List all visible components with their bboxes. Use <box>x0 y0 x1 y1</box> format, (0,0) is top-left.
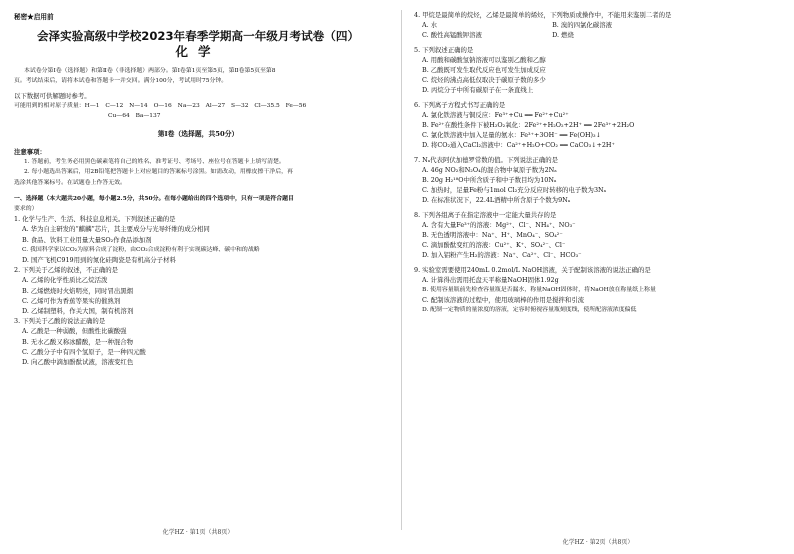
question-stem: 5. 下列叙述正确的是 <box>414 45 474 54</box>
atomic-masses-line: 可能用到的相对原子质量：H—1 C—12 N—14 O—16 Na—23 Al—27 S—32 Cl—35.5 Fe—56 <box>14 102 307 109</box>
options-ab: A. 水 B. 溴的四氯化碳溶液 <box>422 21 612 30</box>
option-b: B. 使用容量瓶前先检查容量瓶是否漏水，称量NaOH固体时，将NaOH放在称量纸上称量 <box>422 287 656 294</box>
options-cd: C. 酸性高锰酸钾溶液 D. 燃烧 <box>422 31 574 40</box>
atomic-masses-line: Cu—64 Ba—137 <box>108 113 161 120</box>
left-column <box>14 0 382 544</box>
option-c: C. 我国科学家以CO₂为原料合成了淀粉，由CO₂合成淀粉有利于实现碳达峰、碳中和的战略 <box>22 246 260 253</box>
option-a: A. 计算得出需用托盘天平称量NaOH固体1.92g <box>422 275 559 284</box>
question-stem: 2. 下列关于乙烯的叙述，不正确的是 <box>14 266 118 275</box>
option-d: D. 丙烷分子中所有碳原子在一条直线上 <box>422 86 534 95</box>
option-b: B. 无色透明溶液中：Na⁺、H⁺、MnO₄⁻、SO₄²⁻ <box>422 231 563 240</box>
note-line: 选涂其他答案标号。在试题卷上作答无效。 <box>14 179 126 186</box>
column-divider <box>401 10 402 530</box>
option-d: D. 国产飞机C919用到的氮化硅陶瓷是有机高分子材料 <box>22 256 176 265</box>
exam-title: 会泽实验高级中学校2023年春季学期高一年级月考试卷（四） <box>36 29 360 44</box>
option-b: B. 乙烯燃烧时火焰明亮，同时冒出黑烟 <box>22 286 134 295</box>
question-1 <box>14 214 382 265</box>
option-a: A. 乙烯的化学性质比乙烷活泼 <box>22 276 108 285</box>
question-9 <box>414 265 782 316</box>
option-d: D. 配制一定物质的量浓度的溶液，定容时俯视容量瓶刻度线，使所配溶液浓度偏低 <box>422 307 637 314</box>
option-d: D. 乙烯制塑料，作关大国，制有机溶剂 <box>22 307 134 316</box>
option-d: D. 在标准状况下，22.4L酒精中所含原子个数为9Nₐ <box>422 196 571 205</box>
right-column <box>414 0 782 554</box>
option-a: A. 用酸和碳酸氢钠溶液可以鉴别乙酸和乙醇 <box>422 55 546 64</box>
option-b: B. 20g H₂¹⁸O中所含质子和中子数目均为10Nₐ <box>422 176 557 185</box>
question-6 <box>414 100 782 151</box>
question-stem: 9. 实验室需要使用240mL 0.2mol/L NaOH溶液，关于配制该溶液的说法正确的是 <box>414 265 651 274</box>
question-stem: 6. 下列离子方程式书写正确的是 <box>414 100 506 109</box>
question-stem: 7. Nₐ代表阿伏加德罗常数的值。下列说法正确的是 <box>414 155 558 164</box>
option-a: A. 氯化铁溶液与铜反应：Fe³⁺+Cu ══ Fe²⁺+Cu²⁺ <box>422 110 569 119</box>
page-footer: 化学HZ · 第2页（共8页） <box>562 539 634 546</box>
question-2 <box>14 265 382 316</box>
option-b: B. Fe²⁺在酸性条件下被H₂O₂氧化：2Fe²⁺+H₂O₂+2H⁺ ══ 2Fe³⁺+2H₂O <box>422 121 635 130</box>
option-a: A. 乙酸是一种弱酸，但酸性比碳酸强 <box>22 327 127 336</box>
confidential-tag: 秘密★启用前 <box>14 13 54 21</box>
question-stem: 3. 下列关于乙酸的说法正确的是 <box>14 317 106 326</box>
page-footer: 化学HZ · 第1页（共8页） <box>162 529 234 536</box>
option-b: B. 无水乙酸又称冰醋酸，是一种混合物 <box>22 337 134 346</box>
option-c: C. 乙烯可作为香蕉等果实的催熟剂 <box>22 296 121 305</box>
question-5 <box>414 45 782 96</box>
question-8 <box>414 210 782 261</box>
note-line: 2. 每小题选出答案后，用2B铅笔把答题卡上对应题目的答案标号涂黑。如需改动，用橡皮擦干净后，再 <box>24 169 293 176</box>
question-7 <box>414 155 782 206</box>
option-b: B. 乙酸既可发生取代反应也可发生加成反应 <box>422 66 546 75</box>
option-d: D. 加入铝粉产生H₂的溶液：Na⁺、Ca²⁺、Cl⁻、HCO₃⁻ <box>422 251 582 260</box>
exam-subject: 化学 <box>175 44 221 60</box>
section-title: 第Ⅰ卷（选择题，共50分） <box>157 130 239 139</box>
option-b: B. 食品、饮料工业用量大量SO₂作食品添加剂 <box>22 235 152 244</box>
option-d: D. 将CO₂通入CaCl₂溶液中：Ca²⁺+H₂O+CO₂ ══ CaCO₃↓+2H⁺ <box>422 141 615 150</box>
part-heading: 一、选择题（本大题共20小题，每小题2.5分，共50分。在每小题给出的四个选项中，只有一项是符合题目 <box>14 194 294 202</box>
atomic-intro: 以下数据可供解题时参考。 <box>14 91 91 100</box>
intro-line: 本试卷分第Ⅰ卷（选择题）和第Ⅱ卷（非选择题）两部分。第Ⅰ卷第1页至第5页，第Ⅱ卷第5页至第8 <box>24 68 276 75</box>
notes-title: 注意事项： <box>14 148 46 157</box>
option-a: A. 46g NO₂和N₂O₄的混合物中氧原子数为2Nₐ <box>422 165 557 174</box>
question-stem: 4. 甲烷是最简单的烷烃，乙烯是最简单的烯烃，下列物质或操作中，不能用来鉴别二者的是 <box>414 11 672 19</box>
question-3 <box>14 316 382 367</box>
part-heading-cont: 要求的） <box>14 206 38 213</box>
intro-line: 页。考试结束后，请将本试卷和答题卡一并交回。满分100分，考试用时75分钟。 <box>14 78 228 85</box>
option-a: A. 含有大量Fe³⁺的溶液：Mg²⁺、Cl⁻、NH₄⁺、NO₃⁻ <box>422 220 576 229</box>
option-a: A. 华为自主研发的“麒麟”芯片，其主要成分与光导纤维的成分相同 <box>22 225 210 234</box>
option-d: D. 向乙酸中滴加酚酞试液，溶液变红色 <box>22 358 134 367</box>
option-c: C. 氯化铁溶液中加入足量的氨水：Fe³⁺+3OH⁻ ══ Fe(OH)₃↓ <box>422 131 601 140</box>
option-c: C. 乙酸分子中有四个氢原子，是一种四元酸 <box>22 347 146 356</box>
note-line: 1. 答题前，考生务必用黑色碳素笔将自己的姓名、准考证号、考场号、座位号在答题卡上填写清楚。 <box>24 159 285 166</box>
option-c: C. 滴加酚酞变红的溶液：Cu²⁺、K⁺、SO₄²⁻、Cl⁻ <box>422 241 566 250</box>
option-c: C. 烷烃的沸点高低仅取决于碳原子数的多少 <box>422 76 546 85</box>
question-stem: 8. 下列各组离子在指定溶液中一定能大量共存的是 <box>414 210 557 219</box>
question-stem: 1. 化学与生产、生活、科技息息相关。下列叙述正确的是 <box>14 215 176 224</box>
option-c: C. 加热时，足量Fe粉与1mol Cl₂充分反应时转移的电子数为3Nₐ <box>422 186 607 195</box>
question-4 <box>414 10 782 41</box>
option-c: C. 配制该溶液的过程中，使用玻璃棒的作用是搅拌和引流 <box>422 296 585 305</box>
